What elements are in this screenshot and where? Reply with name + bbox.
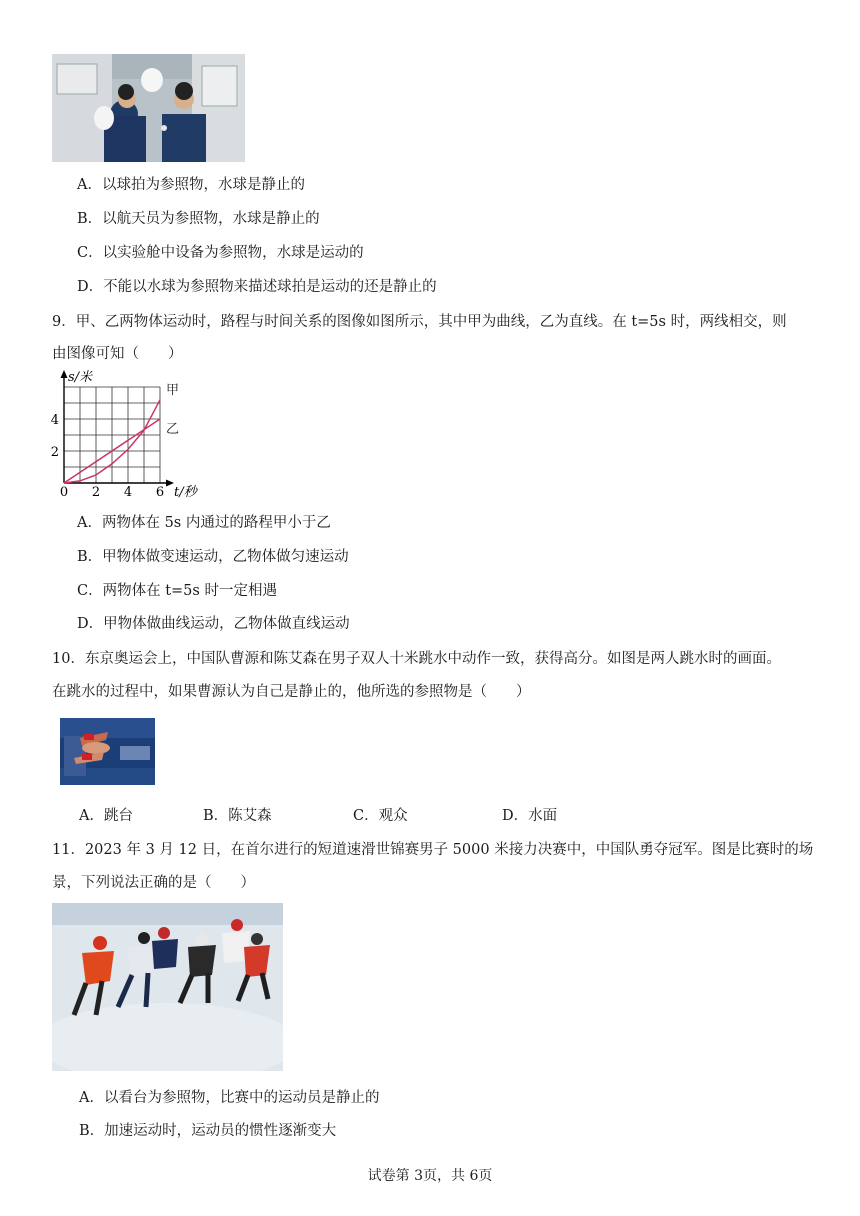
- q11-option-a: A．以看台为参照物，比赛中的运动员是静止的: [79, 1090, 380, 1106]
- x-tick-label: 6: [155, 485, 165, 500]
- q10-option-a: A．跳台: [79, 808, 133, 824]
- q8-option-c: C．以实验舱中设备为参照物，水球是运动的: [77, 245, 364, 261]
- q11-option-b: B．加速运动时，运动员的惯性逐渐变大: [79, 1123, 337, 1139]
- y-axis-arrow: [61, 370, 68, 378]
- q11-stem-line2: 景，下列说法正确的是（ ）: [52, 875, 255, 891]
- x-tick-label: 4: [123, 485, 133, 500]
- chart-ticks: [51, 413, 164, 500]
- x-axis-label: t/秒: [174, 485, 197, 500]
- q11-stem-line1: 11．2023 年 3 月 12 日，在首尔进行的短道速滑世锦赛男子 5000 米接力决赛中，中国队勇夺冠军。图是比赛时的场: [52, 842, 814, 858]
- diving-photo: [60, 718, 155, 785]
- s-t-graph: [48, 368, 208, 504]
- q10-stem-line2: 在跳水的过程中，如果曹源认为自己是静止的，他所选的参照物是（ ）: [52, 684, 531, 700]
- y-tick-label: 2: [50, 445, 59, 460]
- x-tick-label: 0: [59, 485, 69, 500]
- y-axis-label: s/米: [68, 370, 93, 385]
- chart-series: [64, 383, 179, 483]
- astronauts-photo: [52, 54, 245, 162]
- q8-option-b: B．以航天员为参照物，水球是静止的: [77, 211, 320, 227]
- q10-option-b: B．陈艾森: [203, 808, 272, 824]
- y-tick-label: 4: [50, 413, 59, 428]
- q9-option-a: A．两物体在 5s 内通过的路程甲小于乙: [77, 515, 331, 531]
- q9-option-d: D．甲物体做曲线运动，乙物体做直线运动: [77, 616, 350, 632]
- q9-stem-line2: 由图像可知（ ）: [52, 346, 183, 362]
- x-tick-label: 2: [91, 485, 101, 500]
- page-footer: 试卷第 3页，共 6页: [367, 1168, 493, 1184]
- q8-option-a: A．以球拍为参照物，水球是静止的: [77, 177, 305, 193]
- speed-skating-photo: [52, 903, 283, 1071]
- q9-option-b: B．甲物体做变速运动，乙物体做匀速运动: [77, 549, 349, 565]
- q9-stem-line1: 9．甲、乙两物体运动时，路程与时间关系的图像如图所示，其中甲为曲线，乙为直线。在 t=5s 时，两线相交，则: [52, 314, 787, 330]
- chart-axes: [61, 370, 175, 487]
- q9-option-c: C．两物体在 t=5s 时一定相遇: [77, 583, 277, 599]
- series-label-yi: 乙: [166, 422, 180, 437]
- q10-stem-line1: 10．东京奥运会上，中国队曹源和陈艾森在男子双人十米跳水中动作一致，获得高分。如图是两人跳水时的画面。: [52, 651, 781, 667]
- chart-grid: [64, 387, 160, 483]
- series-label-jia: 甲: [166, 382, 180, 398]
- x-axis-arrow: [166, 480, 174, 487]
- q8-option-d: D．不能以水球为参照物来描述球拍是运动的还是静止的: [77, 279, 437, 295]
- q10-option-c: C．观众: [353, 808, 408, 824]
- q10-option-d: D．水面: [502, 808, 558, 824]
